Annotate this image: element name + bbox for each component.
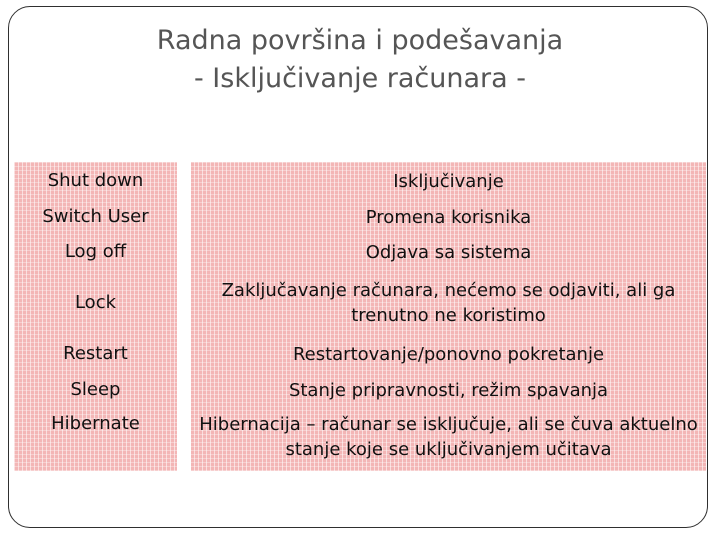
term-cell: Lock [74, 292, 117, 313]
table-row [14, 200, 706, 234]
term-cell: Shut down [47, 170, 144, 191]
shutdown-options-table [14, 162, 706, 471]
description-cell: Zaključavanje računara, nećemo se odjaviti, ali ga trenutno ne koristimo [221, 280, 676, 326]
description-cell: Hibernacija – računar se isključuje, ali se čuva aktuelno stanje koje se uključivanjem učitava [199, 414, 698, 460]
table-row [14, 373, 706, 407]
description-cell: Promena korisnika [365, 206, 532, 228]
title-line-2: - Isključivanje računara - [193, 63, 526, 94]
description-cell: Restartovanje/ponovno pokretanje [292, 343, 605, 365]
description-cell: Odjava sa sistema [365, 241, 532, 263]
term-cell: Hibernate [51, 413, 140, 434]
term-cell: Switch User [42, 206, 149, 227]
term-cell: Restart [63, 343, 128, 364]
term-cell: Log off [64, 241, 127, 262]
description-cell: Stanje pripravnosti, režim spavanja [288, 379, 609, 401]
slide-title [0, 22, 720, 98]
term-cell: Sleep [70, 379, 121, 400]
table-row [14, 337, 706, 371]
description-cell: Isključivanje [393, 170, 504, 192]
table-row [14, 164, 706, 198]
table-row [14, 408, 706, 470]
table-row [14, 235, 706, 269]
table-row [14, 271, 706, 335]
title-line-1: Radna površina i podešavanja [156, 25, 564, 56]
